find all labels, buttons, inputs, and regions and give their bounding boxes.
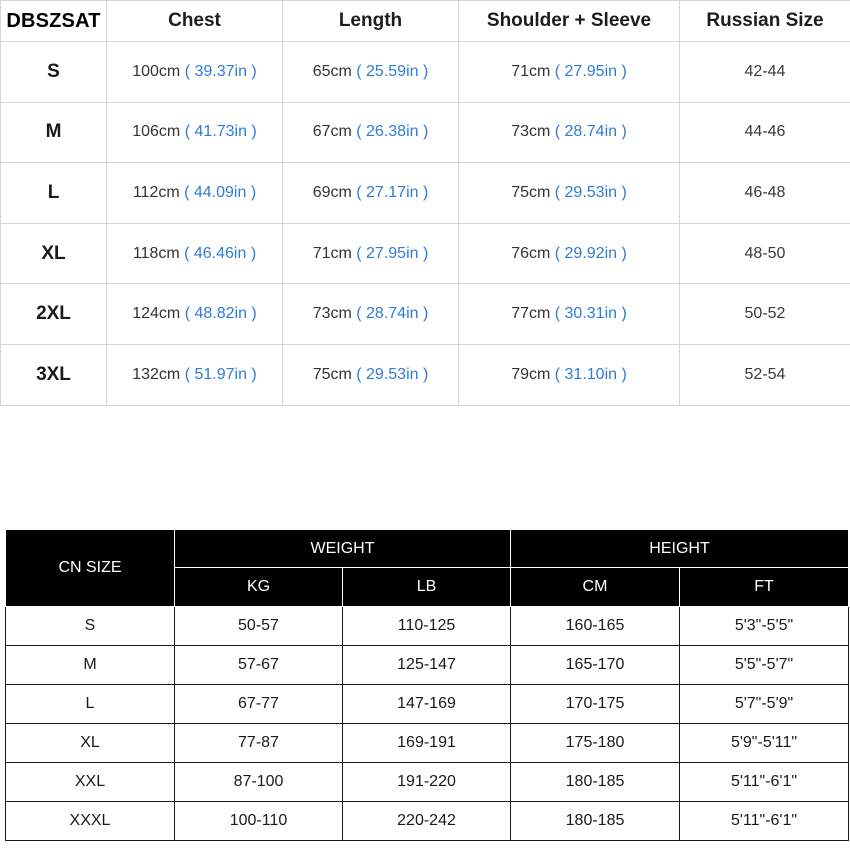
- length-cell-inches: 28.74in: [366, 305, 419, 323]
- length-cell-inches: 29.53in: [366, 365, 419, 383]
- cn-size-cell: XL: [6, 724, 175, 763]
- chest-cell-cm: 100cm: [132, 62, 181, 80]
- header-lb: LB: [343, 568, 511, 607]
- chest-cell-cm: 112cm: [132, 183, 180, 201]
- shoulder-sleeve-cell: 71cm ( 27.95in ): [459, 42, 680, 103]
- measurement-row: [1, 102, 850, 163]
- header-cn-size: CN SIZE: [6, 530, 175, 607]
- height-cm-cell: 170-175: [511, 685, 680, 724]
- length-cell: 67cm ( 26.38in ): [283, 102, 459, 163]
- header-height: HEIGHT: [511, 530, 849, 568]
- chest-cell-cm: 106cm: [132, 123, 181, 141]
- length-cell-inches: 27.95in: [366, 244, 419, 262]
- length-cell-cm: 71cm: [312, 244, 352, 262]
- weight-lb-cell: 220-242: [343, 802, 511, 841]
- shoulder-sleeve-cell-inches: 29.53in: [564, 183, 618, 201]
- shoulder-sleeve-cell-inches: 30.31in: [564, 305, 618, 323]
- header-weight: WEIGHT: [175, 530, 511, 568]
- measurement-row: [1, 163, 850, 224]
- shoulder-sleeve-cell: 73cm ( 28.74in ): [459, 102, 680, 163]
- russian-size-cell: 42-44: [680, 42, 850, 103]
- cn-size-table: [5, 529, 849, 841]
- height-cm-cell: 175-180: [511, 724, 680, 763]
- header-shoulder-sleeve: Shoulder + Sleeve: [459, 1, 680, 42]
- measurement-row: [1, 223, 850, 284]
- length-cell-cm: 69cm: [312, 183, 352, 201]
- shoulder-sleeve-cell: 75cm ( 29.53in ): [459, 163, 680, 224]
- cn-size-row: [6, 763, 849, 802]
- length-cell: 69cm ( 27.17in ): [283, 163, 459, 224]
- measurement-size-chart: [0, 0, 850, 404]
- cn-size-cell: S: [6, 607, 175, 646]
- height-ft-cell: 5'11"-6'1": [680, 763, 849, 802]
- cn-size-row: [6, 724, 849, 763]
- height-cm-cell: 180-185: [511, 763, 680, 802]
- size-label: 2XL: [1, 284, 107, 345]
- length-cell-inches: 25.59in: [366, 62, 419, 80]
- chest-cell: 124cm ( 48.82in ): [107, 284, 283, 345]
- header-cm: CM: [511, 568, 680, 607]
- cn-size-cell: M: [6, 646, 175, 685]
- cn-group-header-row: [6, 530, 849, 568]
- shoulder-sleeve-cell: 79cm ( 31.10in ): [459, 344, 680, 405]
- header-chest: Chest: [107, 1, 283, 42]
- chest-cell-inches: 41.73in: [194, 123, 247, 141]
- cn-size-cell: XXXL: [6, 802, 175, 841]
- shoulder-sleeve-cell-cm: 73cm: [511, 123, 551, 141]
- height-ft-cell: 5'5"-5'7": [680, 646, 849, 685]
- height-ft-cell: 5'9"-5'11": [680, 724, 849, 763]
- size-label: XL: [1, 223, 107, 284]
- height-cm-cell: 165-170: [511, 646, 680, 685]
- measurement-header-row: [1, 1, 850, 42]
- chest-cell: 106cm ( 41.73in ): [107, 102, 283, 163]
- cn-size-chart: [5, 529, 848, 834]
- weight-kg-cell: 87-100: [175, 763, 343, 802]
- chest-cell-inches: 48.82in: [194, 305, 247, 323]
- header-russian-size: Russian Size: [680, 1, 850, 42]
- weight-lb-cell: 110-125: [343, 607, 511, 646]
- weight-lb-cell: 191-220: [343, 763, 511, 802]
- length-cell-inches: 26.38in: [366, 123, 419, 141]
- shoulder-sleeve-cell-cm: 79cm: [511, 365, 551, 383]
- length-cell: 75cm ( 29.53in ): [283, 344, 459, 405]
- chest-cell: 132cm ( 51.97in ): [107, 344, 283, 405]
- chest-cell-inches: 51.97in: [194, 365, 247, 383]
- cn-size-row: [6, 646, 849, 685]
- shoulder-sleeve-cell-inches: 27.95in: [564, 62, 618, 80]
- size-label: S: [1, 42, 107, 103]
- weight-kg-cell: 100-110: [175, 802, 343, 841]
- shoulder-sleeve-cell-cm: 76cm: [511, 244, 551, 262]
- cn-size-cell: L: [6, 685, 175, 724]
- length-cell: 65cm ( 25.59in ): [283, 42, 459, 103]
- russian-size-cell: 44-46: [680, 102, 850, 163]
- length-cell: 71cm ( 27.95in ): [283, 223, 459, 284]
- measurement-row: [1, 42, 850, 103]
- height-ft-cell: 5'3"-5'5": [680, 607, 849, 646]
- cn-size-cell: XXL: [6, 763, 175, 802]
- size-label: 3XL: [1, 344, 107, 405]
- header-length: Length: [283, 1, 459, 42]
- length-cell: 73cm ( 28.74in ): [283, 284, 459, 345]
- cn-size-row: [6, 802, 849, 841]
- length-cell-cm: 67cm: [312, 123, 352, 141]
- measurement-table: [0, 0, 850, 406]
- shoulder-sleeve-cell: 76cm ( 29.92in ): [459, 223, 680, 284]
- weight-kg-cell: 50-57: [175, 607, 343, 646]
- chest-cell: 100cm ( 39.37in ): [107, 42, 283, 103]
- chest-cell-cm: 132cm: [132, 365, 181, 383]
- shoulder-sleeve-cell-inches: 28.74in: [564, 123, 618, 141]
- weight-lb-cell: 147-169: [343, 685, 511, 724]
- cn-size-row: [6, 607, 849, 646]
- length-cell-inches: 27.17in: [366, 183, 419, 201]
- length-cell-cm: 75cm: [312, 365, 352, 383]
- weight-kg-cell: 77-87: [175, 724, 343, 763]
- chest-cell-inches: 44.09in: [193, 183, 247, 201]
- length-cell-cm: 65cm: [312, 62, 352, 80]
- measurement-row: [1, 284, 850, 345]
- chest-cell-cm: 118cm: [132, 244, 180, 262]
- weight-kg-cell: 67-77: [175, 685, 343, 724]
- brand-label: DBSZSAT: [1, 1, 107, 42]
- russian-size-cell: 46-48: [680, 163, 850, 224]
- weight-kg-cell: 57-67: [175, 646, 343, 685]
- cn-size-row: [6, 685, 849, 724]
- chest-cell-inches: 39.37in: [194, 62, 247, 80]
- height-cm-cell: 160-165: [511, 607, 680, 646]
- shoulder-sleeve-cell-cm: 71cm: [511, 62, 551, 80]
- chest-cell: 118cm ( 46.46in ): [107, 223, 283, 284]
- shoulder-sleeve-cell-cm: 75cm: [511, 183, 551, 201]
- size-label: M: [1, 102, 107, 163]
- chest-cell: 112cm ( 44.09in ): [107, 163, 283, 224]
- measurement-row: [1, 344, 850, 405]
- shoulder-sleeve-cell-inches: 31.10in: [564, 365, 618, 383]
- header-ft: FT: [680, 568, 849, 607]
- russian-size-cell: 52-54: [680, 344, 850, 405]
- header-kg: KG: [175, 568, 343, 607]
- weight-lb-cell: 125-147: [343, 646, 511, 685]
- chest-cell-inches: 46.46in: [193, 244, 247, 262]
- russian-size-cell: 50-52: [680, 284, 850, 345]
- weight-lb-cell: 169-191: [343, 724, 511, 763]
- length-cell-cm: 73cm: [312, 305, 352, 323]
- height-cm-cell: 180-185: [511, 802, 680, 841]
- russian-size-cell: 48-50: [680, 223, 850, 284]
- shoulder-sleeve-cell: 77cm ( 30.31in ): [459, 284, 680, 345]
- shoulder-sleeve-cell-inches: 29.92in: [564, 244, 618, 262]
- shoulder-sleeve-cell-cm: 77cm: [511, 305, 551, 323]
- chest-cell-cm: 124cm: [132, 305, 181, 323]
- height-ft-cell: 5'11"-6'1": [680, 802, 849, 841]
- height-ft-cell: 5'7"-5'9": [680, 685, 849, 724]
- size-label: L: [1, 163, 107, 224]
